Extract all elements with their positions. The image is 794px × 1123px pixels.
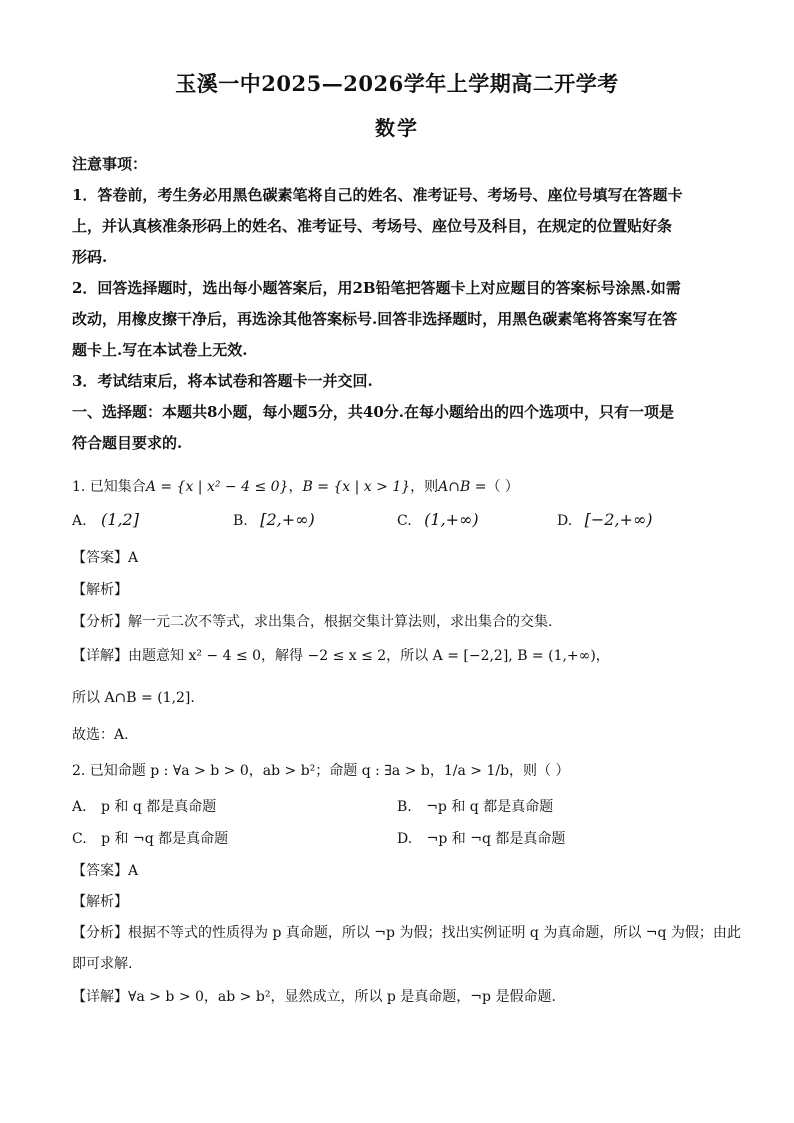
q1-option-a — [72, 510, 139, 529]
option-label: A. — [72, 799, 87, 815]
option-label: A. — [72, 513, 87, 529]
q2-option-a — [72, 796, 216, 816]
q2-stem: 2. 已知命题 p : ∀a > b > 0，ab > b²；命题 q : ∃a > b，1/a > 1/b，则（ ） — [72, 763, 570, 779]
q1-fenxi: 【分析】解一元二次不等式，求出集合，根据交集计算法则，求出集合的交集. — [72, 614, 553, 630]
q1-detail-line2: 所以 A∩B = (1,2]. — [72, 690, 195, 706]
q2-fenxi-line2: 即可求解. — [72, 956, 133, 972]
option-label: D. — [397, 831, 413, 847]
q2-detail: 【详解】∀a > b > 0，ab > b²，显然成立，所以 p 是真命题，¬p 是假命题. — [72, 989, 556, 1005]
subject-title: 数学 — [375, 116, 419, 140]
q2-option-c — [72, 828, 228, 848]
q1-option-d — [557, 510, 653, 529]
option-label: B. — [397, 799, 412, 815]
q1-choose: 故选：A. — [72, 727, 129, 743]
notice-item2-line2: 改动，用橡皮擦干净后，再选涂其他答案标号.回答非选择题时，用黑色碳素笔将答案写在答 — [72, 310, 678, 328]
page-title: 玉溪一中2025—2026学年上学期高二开学考 — [175, 71, 619, 96]
option-value: [−2,+∞) — [584, 510, 653, 529]
option-label: C. — [72, 831, 87, 847]
q1-paren: （ ） — [486, 479, 519, 495]
option-label: C. — [397, 513, 412, 529]
q2-option-b — [397, 796, 553, 816]
q1-analysis-tag: 【解析】 — [72, 582, 128, 598]
notice-item1-line2: 上，并认真核准条形码上的姓名、准考证号、考场号、座位号及科目，在规定的位置贴好条 — [72, 217, 673, 235]
q1-option-c — [397, 510, 479, 529]
notice-item1-line1: 1．答卷前，考生务必用黑色碳素笔将自己的姓名、准考证号、考场号、座位号填写在答题卡 — [72, 186, 683, 204]
q1-stem-suffix: ，则 — [410, 479, 439, 495]
q2-analysis-tag: 【解析】 — [72, 894, 128, 910]
option-value: [2,+∞) — [260, 510, 315, 529]
q2-option-d — [397, 828, 565, 848]
notice-item1-line3: 形码. — [72, 248, 108, 266]
q1-set-a: A = {x | x² − 4 ≤ 0} — [145, 479, 289, 495]
notice-item2-line1: 2．回答选择题时，选出每小题答案后，用2B铅笔把答题卡上对应题目的答案标号涂黑.如需 — [72, 279, 681, 297]
q1-stem — [72, 476, 519, 496]
notice-item3: 3．考试结束后，将本试卷和答题卡一并交回. — [72, 372, 373, 390]
q1-option-b — [233, 510, 315, 529]
option-label: D. — [557, 513, 573, 529]
option-value: (1,+∞) — [424, 510, 479, 529]
q1-set-b: B = {x | x > 1} — [302, 479, 411, 495]
q1-sep: ， — [288, 479, 303, 495]
q1-detail-line1: 【详解】由题意知 x² − 4 ≤ 0，解得 −2 ≤ x ≤ 2，所以 A = [−2,2], B = (1,+∞)， — [72, 648, 610, 664]
notice-item2-line3: 题卡上.写在本试卷上无效. — [72, 341, 248, 359]
option-value: p 和 ¬q 都是真命题 — [101, 831, 229, 847]
q1-answer: 【答案】A — [72, 550, 139, 566]
section-heading-line1: 一、选择题：本题共8小题，每小题5分，共40分.在每小题给出的四个选项中，只有一项是 — [72, 403, 674, 421]
q1-expr: A∩B = — [438, 479, 487, 495]
option-value: ¬p 和 q 都是真命题 — [426, 799, 554, 815]
option-value: p 和 q 都是真命题 — [101, 799, 217, 815]
option-value: ¬p 和 ¬q 都是真命题 — [426, 831, 566, 847]
q2-fenxi-line1: 【分析】根据不等式的性质得为 p 真命题，所以 ¬p 为假；找出实例证明 q 为真命题，所以 ¬q 为假；由此 — [72, 925, 741, 941]
option-value: (1,2] — [101, 510, 139, 529]
q2-answer: 【答案】A — [72, 863, 139, 879]
q1-stem-prefix: 1. 已知集合 — [72, 479, 146, 495]
notice-heading: 注意事项： — [72, 155, 148, 173]
section-heading-line2: 符合题目要求的. — [72, 434, 183, 452]
option-label: B. — [233, 513, 248, 529]
